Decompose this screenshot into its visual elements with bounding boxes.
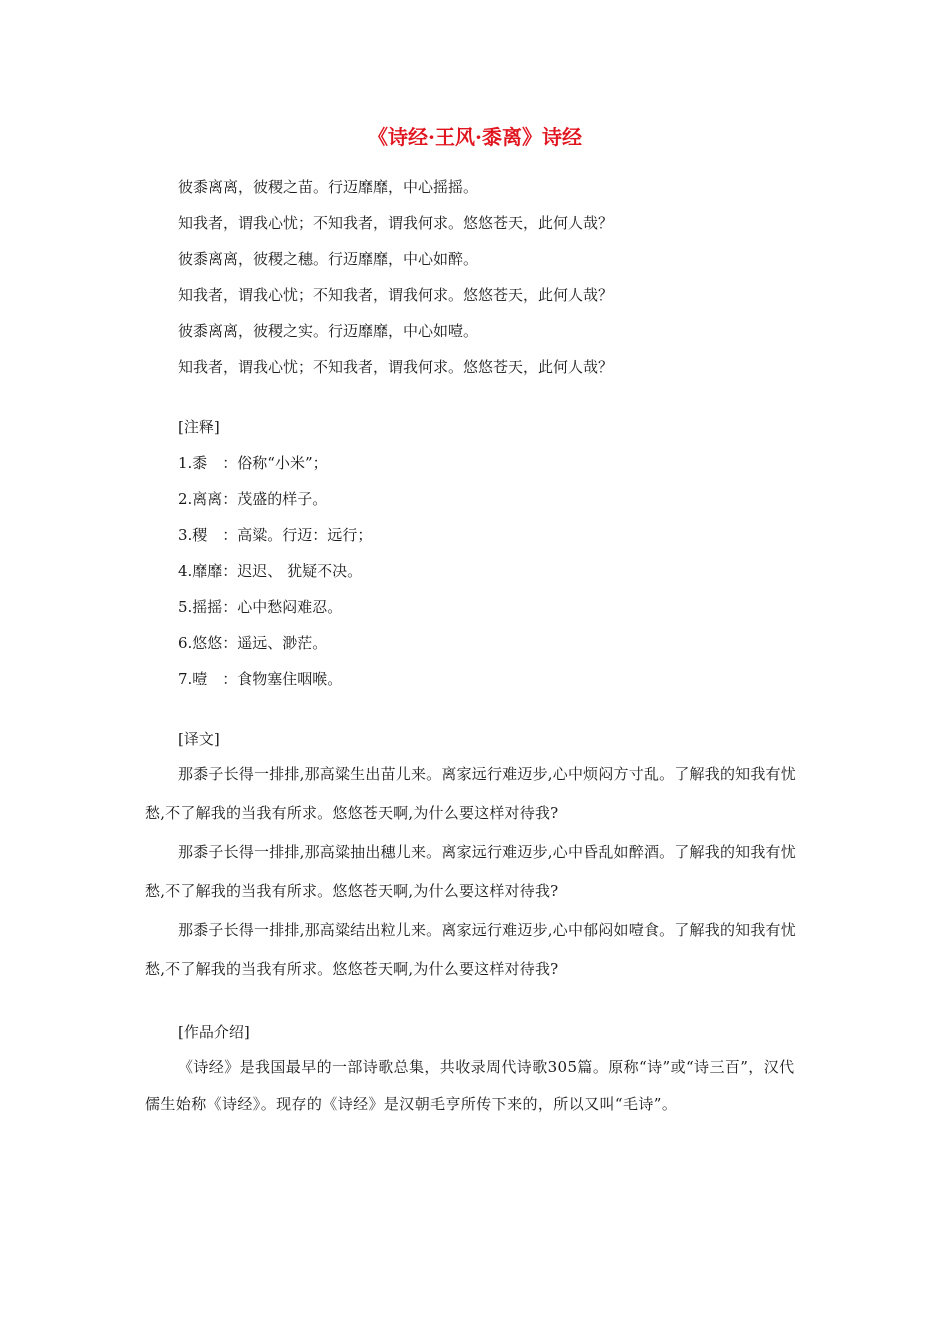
poem-line: 知我者，谓我心忧；不知我者，谓我何求。悠悠苍天，此何人哉？	[178, 214, 614, 232]
intro-paragraph: 《诗经》是我国最早的一部诗歌总集，共收录周代诗歌305篇。原称“诗”或“诗三百”，汉代儒生始称《诗经》。现存的《诗经》是汉朝毛亨所传下来的，所以又叫“毛诗”。	[145, 1058, 795, 1113]
intro-heading: [作品介绍]	[178, 1023, 250, 1041]
note-item: 6.悠悠：遥远、渺茫。	[178, 634, 328, 652]
note-item: 4.靡靡：迟迟、 犹疑不决。	[178, 562, 363, 580]
note-item: 2.离离：茂盛的样子。	[178, 490, 328, 508]
poem-line: 知我者，谓我心忧；不知我者，谓我何求。悠悠苍天，此何人哉？	[178, 358, 614, 376]
note-item: 3.稷 ：高粱。行迈：远行；	[178, 526, 373, 544]
translation-paragraph: 那黍子长得一排排,那高粱生出苗儿来。离家远行难迈步,心中烦闷方寸乱。了解我的知我有忧愁,不了解我的当我有所求。悠悠苍天啊,为什么要这样对待我?	[145, 765, 796, 822]
translation-heading: [译文]	[178, 730, 220, 748]
translation-body	[145, 755, 809, 989]
poem-line: 彼黍离离，彼稷之实。行迈靡靡，中心如噎。	[178, 322, 479, 340]
translation-paragraph: 那黍子长得一排排,那高粱结出粒儿来。离家远行难迈步,心中郁闷如噎食。了解我的知我有忧愁,不了解我的当我有所求。悠悠苍天啊,为什么要这样对待我?	[145, 921, 796, 978]
note-item: 7.噎 ：食物塞住咽喉。	[178, 670, 343, 688]
notes-heading: [注释]	[178, 418, 220, 436]
poem-line: 知我者，谓我心忧；不知我者，谓我何求。悠悠苍天，此何人哉？	[178, 286, 614, 304]
poem-line: 彼黍离离，彼稷之穗。行迈靡靡，中心如醉。	[178, 250, 479, 268]
note-item: 5.摇摇：心中愁闷难忍。	[178, 598, 343, 616]
page-title: 《诗经·王风·黍离》诗经	[368, 125, 582, 149]
note-item: 1.黍 ：俗称“小米”；	[178, 454, 328, 472]
intro-body	[145, 1049, 809, 1123]
translation-paragraph: 那黍子长得一排排,那高粱抽出穗儿来。离家远行难迈步,心中昏乱如醉酒。了解我的知我有忧愁,不了解我的当我有所求。悠悠苍天啊,为什么要这样对待我?	[145, 843, 796, 900]
poem-line: 彼黍离离，彼稷之苗。行迈靡靡，中心摇摇。	[178, 178, 479, 196]
